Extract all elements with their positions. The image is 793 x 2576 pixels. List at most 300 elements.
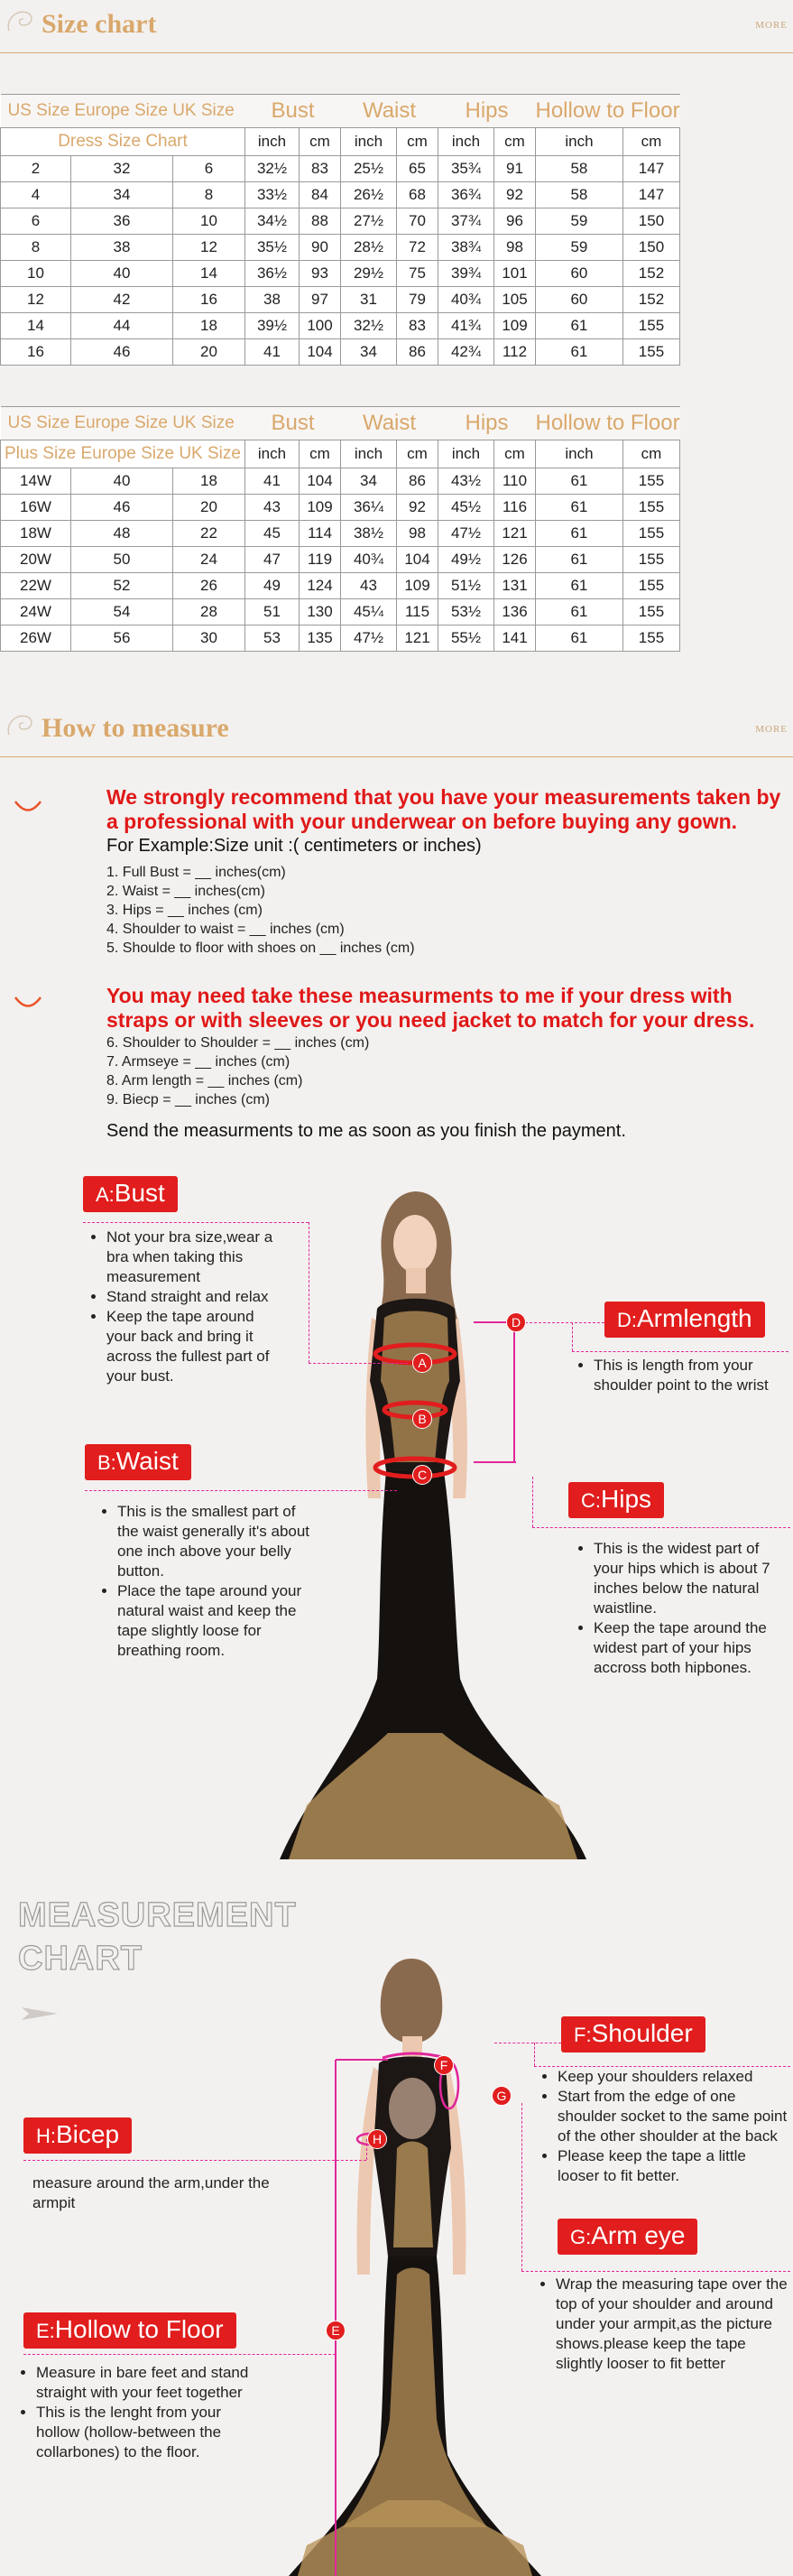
table-cell: 98 xyxy=(397,521,438,547)
send-text: Send the measurments to me as soon as you finish the payment. xyxy=(106,1121,626,1141)
list-item: • This is the smallest part of the waist generally it's about one inch above your belly button. xyxy=(117,1502,318,1581)
table-cell: 114 xyxy=(300,521,341,547)
table-cell: 49½ xyxy=(438,547,494,573)
table-cell: 59 xyxy=(536,235,623,261)
table-cell: 109 xyxy=(494,313,536,339)
hips-label xyxy=(568,1482,664,1518)
table-cell: 42 xyxy=(71,287,173,313)
table-cell: 28 xyxy=(173,599,245,625)
table-cell: 14W xyxy=(1,468,71,495)
unit-cell: inch xyxy=(438,440,494,468)
size-chart-title: Size chart xyxy=(41,9,157,39)
waist-label-text: Waist xyxy=(115,1447,179,1475)
table-cell: 152 xyxy=(622,261,679,287)
list-item: • This is the lenght from your hollow (hollow-between the collarbones) to the floor. xyxy=(36,2403,263,2462)
table-cell: 155 xyxy=(622,313,679,339)
bicep-note: measure around the arm,under the armpit xyxy=(32,2174,270,2211)
how-to-measure-more-link[interactable]: MORE xyxy=(755,724,788,735)
table-cell: 130 xyxy=(300,599,341,625)
table-cell: 10 xyxy=(173,208,245,235)
table-cell: 12 xyxy=(173,235,245,261)
table-cell: 104 xyxy=(300,468,341,495)
bust-leader-line-h xyxy=(309,1363,408,1364)
table-cell: 116 xyxy=(494,495,536,521)
arc-icon xyxy=(13,995,43,1011)
unit-cell: inch xyxy=(536,128,623,156)
table-cell: 155 xyxy=(622,599,679,625)
list-item: • Measure in bare feet and stand straight with your feet together xyxy=(36,2363,263,2403)
table-cell: 27½ xyxy=(341,208,397,235)
measurement-marker: H xyxy=(367,2129,387,2149)
bullet-list xyxy=(101,1502,318,1661)
hips-leader-line-v xyxy=(532,1477,533,1527)
table-cell: 25½ xyxy=(341,156,397,182)
table-cell: 61 xyxy=(536,313,623,339)
waist-notes xyxy=(101,1502,318,1661)
model-figure-1 xyxy=(271,1173,595,1877)
table-cell: 16W xyxy=(1,495,71,521)
table-cell: 48 xyxy=(71,521,173,547)
table-cell: 28½ xyxy=(341,235,397,261)
table-cell: 38¾ xyxy=(438,235,494,261)
unit-cell: cm xyxy=(494,440,536,468)
measurement-marker: E xyxy=(326,2321,346,2340)
header-divider xyxy=(0,52,793,53)
table-cell: 155 xyxy=(622,495,679,521)
table-row xyxy=(1,495,680,521)
table-cell: 42¾ xyxy=(438,339,494,366)
armeye-leader-line-v xyxy=(521,2103,522,2271)
size-header: US Size Europe Size UK Size xyxy=(1,95,245,128)
armlength-label xyxy=(604,1302,765,1338)
hips-notes xyxy=(577,1539,790,1678)
table-cell: 36 xyxy=(71,208,173,235)
table-cell: 43 xyxy=(341,573,397,599)
table-cell: 58 xyxy=(536,156,623,182)
unit-cell: inch xyxy=(536,440,623,468)
shoulder-letter: F: xyxy=(574,2024,592,2046)
table-cell: 60 xyxy=(536,287,623,313)
recommend-text: We strongly recommend that you have your measurements taken by a professional with your underwear on before buying any gown. xyxy=(106,785,781,833)
bullet-list xyxy=(20,2363,263,2462)
table-cell: 46 xyxy=(71,339,173,366)
table-cell: 49 xyxy=(245,573,300,599)
table-cell: 105 xyxy=(494,287,536,313)
table-cell: 32 xyxy=(71,156,173,182)
table-cell: 54 xyxy=(71,599,173,625)
bullet-list xyxy=(90,1228,284,1386)
table-cell: 59 xyxy=(536,208,623,235)
table-cell: 40 xyxy=(71,261,173,287)
list-item: • Wrap the measuring tape over the top of your shoulder and around under your armpit,as the picture shows.please keep the tape slightly looser to fit better xyxy=(556,2275,790,2374)
table-cell: 84 xyxy=(300,182,341,208)
table-cell: 45½ xyxy=(438,495,494,521)
table-cell: 38 xyxy=(245,287,300,313)
unit-row xyxy=(1,440,680,468)
table-row xyxy=(1,208,680,235)
list-item: 3. Hips = __ inches (cm) xyxy=(106,903,263,918)
table-row xyxy=(1,287,680,313)
table-cell: 30 xyxy=(173,625,245,652)
table-cell: 18 xyxy=(173,313,245,339)
dress-size-table xyxy=(0,94,680,366)
bicep-leader-line xyxy=(23,2160,366,2161)
arc-icon xyxy=(13,799,43,815)
table-cell: 90 xyxy=(300,235,341,261)
measurement-marker: F xyxy=(434,2055,454,2075)
how-to-measure-header xyxy=(0,704,793,762)
table-cell: 50 xyxy=(71,547,173,573)
table-cell: 39¾ xyxy=(438,261,494,287)
measurement-list-1 xyxy=(106,863,415,958)
bust-label xyxy=(83,1176,178,1212)
table-cell: 38½ xyxy=(341,521,397,547)
table-cell: 44 xyxy=(71,313,173,339)
list-item: 4. Shoulder to waist = __ inches (cm) xyxy=(106,922,345,937)
unit-cell: cm xyxy=(397,440,438,468)
table-cell: 46 xyxy=(71,495,173,521)
list-item: • Stand straight and relax xyxy=(106,1287,284,1307)
table-cell: 124 xyxy=(300,573,341,599)
how-to-measure-title: How to measure xyxy=(41,713,229,743)
armeye-label-text: Arm eye xyxy=(591,2221,686,2249)
model-figure-2 xyxy=(253,1950,559,2576)
dress-size-chart-label: Dress Size Chart xyxy=(1,128,245,156)
table-cell: 155 xyxy=(622,573,679,599)
bust-header: Bust xyxy=(245,95,341,128)
table-cell: 150 xyxy=(622,208,679,235)
table-row xyxy=(1,261,680,287)
unit-cell: inch xyxy=(245,440,300,468)
table-cell: 61 xyxy=(536,599,623,625)
armeye-leader-line xyxy=(521,2271,790,2272)
list-item: 5. Shoulde to floor with shoes on __ inches (cm) xyxy=(106,941,415,956)
table-cell: 2 xyxy=(1,156,71,182)
table-cell: 131 xyxy=(494,573,536,599)
table-cell: 22 xyxy=(173,521,245,547)
table-cell: 22W xyxy=(1,573,71,599)
hollow-leader-line xyxy=(23,2354,336,2355)
measurement-marker: G xyxy=(492,2086,512,2106)
armeye-notes xyxy=(539,2275,790,2374)
table-cell: 58 xyxy=(536,182,623,208)
hollow-notes xyxy=(20,2363,263,2462)
table-cell: 41 xyxy=(245,468,300,495)
bullet-list xyxy=(577,1539,790,1678)
plus-size-table xyxy=(0,406,680,652)
hollow-label-text: Hollow to Floor xyxy=(54,2315,224,2343)
table-cell: 52 xyxy=(71,573,173,599)
table-cell: 34 xyxy=(341,339,397,366)
bullet-list xyxy=(577,1356,790,1395)
unit-cell: cm xyxy=(397,128,438,156)
table-cell: 101 xyxy=(494,261,536,287)
measurement-marker: D xyxy=(506,1312,526,1332)
hollow-header: Hollow to Floor xyxy=(536,407,680,440)
size-chart-more-link[interactable]: MORE xyxy=(755,20,788,31)
hollow-letter: E: xyxy=(36,2320,55,2342)
table-row xyxy=(1,573,680,599)
table-cell: 61 xyxy=(536,339,623,366)
measurement-list-2 xyxy=(106,1033,369,1109)
table-cell: 98 xyxy=(494,235,536,261)
unit-cell: cm xyxy=(300,440,341,468)
table-row xyxy=(1,625,680,652)
list-item: • Keep your shoulders relaxed xyxy=(558,2067,790,2087)
bust-notes xyxy=(90,1228,284,1386)
table-cell: 104 xyxy=(397,547,438,573)
table-cell: 53½ xyxy=(438,599,494,625)
table-cell: 38 xyxy=(71,235,173,261)
hips-header: Hips xyxy=(438,95,536,128)
table-cell: 121 xyxy=(397,625,438,652)
unit-cell: inch xyxy=(245,128,300,156)
list-item: • Keep the tape around the widest part of your hips accross both hipbones. xyxy=(594,1618,790,1678)
list-item: 9. Biecp = __ inches (cm) xyxy=(106,1092,270,1107)
table-cell: 40 xyxy=(71,468,173,495)
waist-header: Waist xyxy=(341,407,438,440)
hips-leader-line xyxy=(532,1527,790,1528)
table-cell: 45 xyxy=(245,521,300,547)
table-row xyxy=(1,156,680,182)
table-cell: 83 xyxy=(397,313,438,339)
table-cell: 26½ xyxy=(341,182,397,208)
table-cell: 61 xyxy=(536,495,623,521)
table-cell: 12 xyxy=(1,287,71,313)
table-cell: 147 xyxy=(622,182,679,208)
table-cell: 26W xyxy=(1,625,71,652)
table-cell: 88 xyxy=(300,208,341,235)
list-item: • Not your bra size,wear a bra when taking this measurement xyxy=(106,1228,284,1287)
table-cell: 36¼ xyxy=(341,495,397,521)
table-cell: 61 xyxy=(536,468,623,495)
table-cell: 83 xyxy=(300,156,341,182)
table-cell: 35½ xyxy=(245,235,300,261)
unit-cell: inch xyxy=(341,440,397,468)
table-cell: 8 xyxy=(1,235,71,261)
measurement-chart-title-1: MEASUREMENT xyxy=(18,1896,297,1934)
table-cell: 16 xyxy=(173,287,245,313)
list-item: 1. Full Bust = __ inches(cm) xyxy=(106,865,286,880)
table-cell: 155 xyxy=(622,625,679,652)
table-cell: 60 xyxy=(536,261,623,287)
table-cell: 68 xyxy=(397,182,438,208)
table-cell: 86 xyxy=(397,339,438,366)
table-cell: 43½ xyxy=(438,468,494,495)
bust-leader-line xyxy=(83,1222,309,1223)
table-cell: 86 xyxy=(397,468,438,495)
table-cell: 36¾ xyxy=(438,182,494,208)
table-cell: 24W xyxy=(1,599,71,625)
table-cell: 6 xyxy=(1,208,71,235)
bust-header: Bust xyxy=(245,407,341,440)
table-cell: 121 xyxy=(494,521,536,547)
table-cell: 4 xyxy=(1,182,71,208)
hips-header: Hips xyxy=(438,407,536,440)
table-row xyxy=(1,235,680,261)
header-divider xyxy=(0,756,793,757)
table-cell: 135 xyxy=(300,625,341,652)
table-row xyxy=(1,313,680,339)
table-cell: 93 xyxy=(300,261,341,287)
table-cell: 34 xyxy=(341,468,397,495)
armeye-letter: G: xyxy=(570,2226,592,2248)
bicep-label xyxy=(23,2117,132,2154)
table-cell: 152 xyxy=(622,287,679,313)
list-item: 7. Armseye = __ inches (cm) xyxy=(106,1054,290,1070)
table-cell: 61 xyxy=(536,521,623,547)
table-cell: 147 xyxy=(622,156,679,182)
table-cell: 126 xyxy=(494,547,536,573)
bust-letter: A: xyxy=(96,1183,115,1206)
table-cell: 112 xyxy=(494,339,536,366)
measurement-marker: B xyxy=(412,1409,432,1429)
unit-cell: cm xyxy=(622,440,679,468)
unit-cell: inch xyxy=(341,128,397,156)
shoulder-notes xyxy=(541,2067,790,2186)
table-cell: 110 xyxy=(494,468,536,495)
table-cell: 109 xyxy=(397,573,438,599)
waist-header: Waist xyxy=(341,95,438,128)
table-cell: 45¼ xyxy=(341,599,397,625)
unit-cell: inch xyxy=(438,128,494,156)
hips-label-text: Hips xyxy=(601,1485,652,1513)
table-cell: 8 xyxy=(173,182,245,208)
table-cell: 155 xyxy=(622,547,679,573)
table-cell: 56 xyxy=(71,625,173,652)
list-item: • Place the tape around your natural waist and keep the tape slightly loose for breathing room. xyxy=(117,1581,318,1661)
measurement-marker: C xyxy=(412,1465,432,1485)
table-cell: 97 xyxy=(300,287,341,313)
table-cell: 47½ xyxy=(341,625,397,652)
table-row xyxy=(1,547,680,573)
table-cell: 14 xyxy=(173,261,245,287)
swirl-ornament-icon xyxy=(4,708,38,742)
shoulder-leader-line-v xyxy=(534,2043,535,2066)
table-cell: 39½ xyxy=(245,313,300,339)
size-header: US Size Europe Size UK Size xyxy=(1,407,245,440)
table-row xyxy=(1,468,680,495)
table-cell: 55½ xyxy=(438,625,494,652)
table-cell: 109 xyxy=(300,495,341,521)
table-cell: 35¾ xyxy=(438,156,494,182)
table-cell: 47½ xyxy=(438,521,494,547)
table-cell: 61 xyxy=(536,573,623,599)
table-cell: 41¾ xyxy=(438,313,494,339)
bullet-list xyxy=(539,2275,790,2374)
table-cell: 51½ xyxy=(438,573,494,599)
table-cell: 40¾ xyxy=(438,287,494,313)
table-row xyxy=(1,599,680,625)
table-cell: 29½ xyxy=(341,261,397,287)
list-item: • Start from the edge of one shoulder socket to the same point of the other shoulder at the back xyxy=(558,2087,790,2146)
table-cell: 16 xyxy=(1,339,71,366)
size-chart-header xyxy=(0,0,793,58)
armlength-letter: D: xyxy=(617,1309,637,1331)
table-cell: 20W xyxy=(1,547,71,573)
list-item: 8. Arm length = __ inches (cm) xyxy=(106,1073,303,1089)
armlength-label-text: Armlength xyxy=(637,1304,752,1332)
table-cell: 32½ xyxy=(245,156,300,182)
table-cell: 33½ xyxy=(245,182,300,208)
table-cell: 61 xyxy=(536,547,623,573)
table-cell: 72 xyxy=(397,235,438,261)
shoulder-label xyxy=(561,2016,705,2052)
table-row xyxy=(1,339,680,366)
table-cell: 34 xyxy=(71,182,173,208)
table-cell: 61 xyxy=(536,625,623,652)
table-cell: 20 xyxy=(173,495,245,521)
bicep-letter: H: xyxy=(36,2125,56,2147)
table-cell: 65 xyxy=(397,156,438,182)
unit-cell: cm xyxy=(300,128,341,156)
armlength-notes xyxy=(577,1356,790,1395)
table-cell: 75 xyxy=(397,261,438,287)
list-item: • This is length from your shoulder point to the wrist xyxy=(594,1356,790,1395)
table-cell: 100 xyxy=(300,313,341,339)
table-cell: 115 xyxy=(397,599,438,625)
table-cell: 141 xyxy=(494,625,536,652)
table-cell: 92 xyxy=(397,495,438,521)
table-cell: 43 xyxy=(245,495,300,521)
table-cell: 155 xyxy=(622,468,679,495)
table-cell: 104 xyxy=(300,339,341,366)
armeye-label xyxy=(558,2219,697,2255)
table-cell: 18 xyxy=(173,468,245,495)
table-cell: 36½ xyxy=(245,261,300,287)
plus-size-label: Plus Size Europe Size UK Size xyxy=(1,440,245,468)
table-cell: 6 xyxy=(173,156,245,182)
unit-cell: cm xyxy=(494,128,536,156)
table-cell: 24 xyxy=(173,547,245,573)
table-cell: 70 xyxy=(397,208,438,235)
armlength-leader-line-v xyxy=(572,1322,573,1351)
table-cell: 20 xyxy=(173,339,245,366)
shoulder-label-text: Shoulder xyxy=(591,2019,693,2047)
table-cell: 150 xyxy=(622,235,679,261)
table-cell: 155 xyxy=(622,339,679,366)
measurement-marker: A xyxy=(412,1353,432,1373)
table-cell: 18W xyxy=(1,521,71,547)
unit-cell: cm xyxy=(622,128,679,156)
measurement-chart-title-2: CHART xyxy=(18,1940,143,1978)
table-cell: 40¾ xyxy=(341,547,397,573)
list-item: • Please keep the tape a little looser to fit better. xyxy=(558,2146,790,2186)
armlength-leader-line-h xyxy=(572,1351,788,1352)
table-cell: 91 xyxy=(494,156,536,182)
list-item: 6. Shoulder to Shoulder = __ inches (cm) xyxy=(106,1035,370,1051)
unit-row xyxy=(1,128,680,156)
table-row xyxy=(1,182,680,208)
hips-letter: C: xyxy=(581,1489,601,1512)
table-cell: 32½ xyxy=(341,313,397,339)
table-cell: 155 xyxy=(622,521,679,547)
waist-leader-line xyxy=(85,1490,397,1491)
table-cell: 14 xyxy=(1,313,71,339)
bust-label-text: Bust xyxy=(114,1179,165,1207)
arrow-icon xyxy=(20,2006,60,2022)
table-cell: 79 xyxy=(397,287,438,313)
hollow-header: Hollow to Floor xyxy=(536,95,680,128)
table-cell: 51 xyxy=(245,599,300,625)
list-item: • Keep the tape around your back and bring it across the fullest part of your bust. xyxy=(106,1307,284,1386)
bullet-list xyxy=(541,2067,790,2186)
table-cell: 136 xyxy=(494,599,536,625)
table-cell: 41 xyxy=(245,339,300,366)
table-cell: 10 xyxy=(1,261,71,287)
waist-letter: B: xyxy=(97,1451,116,1474)
list-item: 2. Waist = __ inches(cm) xyxy=(106,884,265,899)
